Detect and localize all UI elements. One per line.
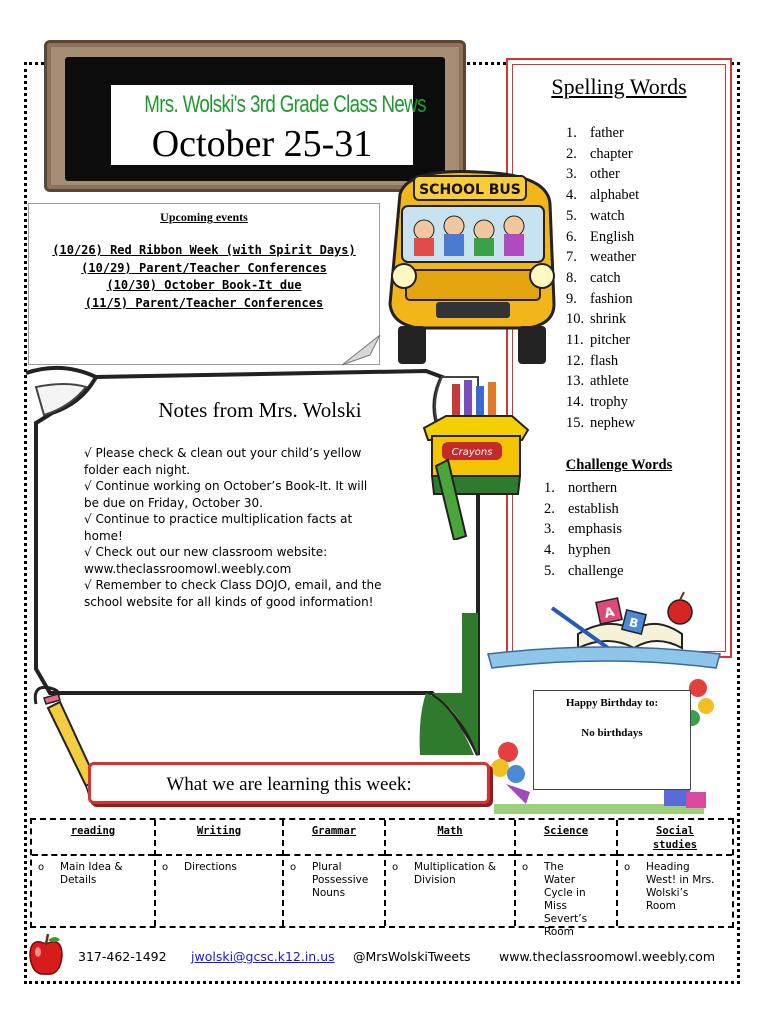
spelling-text: catch (590, 269, 621, 286)
bullet: o (392, 862, 399, 873)
challenge-text: emphasis (568, 521, 622, 538)
spelling-word (566, 351, 639, 372)
upcoming-events-box (28, 203, 380, 365)
subjects-table (30, 818, 734, 938)
challenge-number: 1. (544, 480, 555, 496)
spelling-number: 7. (566, 249, 577, 266)
spelling-word (566, 413, 639, 434)
chalkboard-surface (65, 57, 445, 181)
subject-heading: Writing (156, 820, 282, 856)
bullet: o (624, 862, 631, 873)
spelling-text: weather (590, 249, 636, 266)
notes-line: home! (84, 528, 123, 543)
spelling-number: 4. (566, 187, 577, 204)
spelling-text: English (590, 228, 635, 245)
spelling-number: 6. (566, 228, 577, 245)
subject-column-reading (32, 820, 156, 926)
newsletter-date: October 25-31 (151, 123, 373, 165)
challenge-word (544, 499, 624, 520)
notes-title: Notes from Mrs. Wolski (158, 398, 362, 422)
spelling-text: father (590, 125, 624, 141)
bullet: o (290, 862, 297, 873)
spelling-word (566, 289, 639, 310)
challenge-word (544, 540, 624, 561)
upcoming-events-heading: Upcoming events (160, 210, 248, 224)
subject-heading: Social studies (618, 820, 732, 856)
school-bus-icon (378, 164, 564, 370)
bullet: o (38, 862, 45, 873)
notes-line: √ Continue to practice multiplication facts at (84, 512, 353, 526)
subject-item (32, 856, 154, 887)
spelling-list (566, 123, 639, 434)
subject-column-science (516, 820, 618, 938)
challenge-text: challenge (568, 562, 624, 579)
event-item: (10/30) October Book-It due (106, 278, 302, 292)
apple-icon (26, 932, 66, 978)
spelling-number: 10. (566, 311, 585, 328)
spelling-text: flash (590, 352, 619, 369)
challenge-list (544, 478, 624, 582)
spelling-word (566, 206, 639, 227)
subject-item (618, 856, 732, 913)
notes-line: folder each night. (84, 462, 191, 477)
spelling-text: other (590, 166, 620, 183)
challenge-text: hyphen (568, 542, 611, 559)
challenge-text: establish (568, 500, 619, 517)
subject-heading: reading (32, 820, 154, 856)
subject-item-text: The Water Cycle in Miss Severt’s Room (544, 861, 588, 938)
subject-item-text: Main Idea & Details (60, 861, 123, 886)
bullet: o (522, 862, 529, 873)
book-letter: B (627, 615, 640, 631)
subject-column-grammar (284, 820, 386, 926)
crayons-box-icon (422, 370, 530, 540)
spelling-number: 15. (566, 414, 585, 431)
footer-website: www.theclassroomowl.weebly.com (499, 949, 715, 964)
footer-phone: 317-462-1492 (78, 949, 167, 964)
footer (78, 947, 728, 969)
subject-heading: Grammar (284, 820, 384, 856)
challenge-text: northern (568, 480, 618, 496)
notes-line: √ Please check & clean out your child’s yellow (84, 446, 362, 460)
spelling-text: nephew (590, 414, 636, 431)
spelling-text: watch (590, 207, 625, 224)
spelling-word (566, 123, 639, 144)
spelling-number: 8. (566, 269, 577, 286)
spelling-title: Spelling Words (551, 74, 687, 99)
subject-item (386, 856, 514, 887)
subject-column-writing (156, 820, 284, 926)
spelling-word (566, 330, 639, 351)
crayons-label: Crayons (451, 447, 493, 458)
subject-column-math (386, 820, 516, 926)
challenge-number: 3. (544, 521, 555, 538)
upcoming-events-list (29, 242, 379, 312)
subject-item (516, 856, 616, 939)
event-item: (11/5) Parent/Teacher Conferences (84, 295, 324, 310)
subject-item (156, 856, 282, 874)
spelling-word (566, 164, 639, 185)
subject-item-text: Heading West! in Mrs. Wolski’s Room (646, 861, 715, 912)
newsletter-title: Mrs. Wolski's 3rd Grade Class News (144, 91, 426, 118)
notes-line: be due on Friday, October 30. (84, 495, 263, 510)
subject-column-social-studies (618, 820, 732, 926)
spelling-word (566, 144, 639, 165)
spelling-number: 5. (566, 207, 577, 224)
spelling-word (566, 392, 639, 413)
spelling-number: 13. (566, 373, 585, 390)
header-paper (111, 85, 426, 165)
birthday-text: No birthdays (581, 727, 643, 739)
challenge-number: 5. (544, 562, 555, 579)
spelling-number: 11. (566, 332, 584, 349)
spelling-word (566, 227, 639, 248)
spelling-number: 1. (566, 125, 577, 141)
spelling-text: fashion (590, 290, 633, 307)
spelling-number: 3. (566, 166, 577, 183)
spelling-word (566, 309, 639, 330)
challenge-word (544, 561, 624, 582)
spelling-word (566, 185, 639, 206)
footer-email-link[interactable]: jwolski@gcsc.k12.in.us (191, 949, 335, 964)
subject-heading: Math (386, 820, 514, 856)
spelling-word (566, 247, 639, 268)
page-curl-icon (340, 333, 382, 367)
spelling-text: pitcher (590, 332, 631, 349)
event-item: (10/29) Parent/Teacher Conferences (81, 260, 327, 275)
subject-item (284, 856, 384, 900)
spelling-number: 14. (566, 394, 585, 411)
event-item: (10/26) Red Ribbon Week (with Spirit Days) (52, 243, 356, 257)
challenge-word (544, 478, 624, 499)
birthday-box (533, 690, 691, 790)
challenge-number: 2. (544, 500, 555, 517)
spelling-text: trophy (590, 394, 628, 411)
learning-banner (88, 762, 490, 804)
spelling-number: 9. (566, 290, 577, 307)
challenge-title: Challenge Words (565, 457, 673, 473)
spelling-text: shrink (590, 311, 627, 328)
notes-line: √ Check out our new classroom website: (84, 545, 328, 559)
spelling-word (566, 371, 639, 392)
subject-heading: Science (516, 820, 616, 856)
spelling-word (566, 268, 639, 289)
notes-line: √ Continue working on October’s Book-It. It will (84, 479, 368, 493)
learning-banner-text: What we are learning this week: (166, 774, 412, 795)
notes-line: school website for all kinds of good information! (84, 594, 374, 609)
notes-line: www.theclassroomowl.weebly.com (84, 561, 292, 576)
book-letter: A (603, 605, 617, 622)
footer-twitter: @MrsWolskiTweets (353, 949, 471, 964)
birthday-title: Happy Birthday to: (565, 697, 659, 709)
spelling-text: alphabet (590, 187, 640, 204)
notes-list (84, 445, 420, 610)
notes-line: √ Remember to check Class DOJO, email, and the (84, 578, 382, 592)
subject-item-text: Multiplication & Division (414, 861, 497, 886)
bus-label: SCHOOL BUS (419, 182, 521, 198)
spelling-text: chapter (590, 145, 633, 162)
subject-item-text: Plural Possessive Nouns (312, 861, 369, 899)
spelling-text: athlete (590, 373, 629, 390)
spelling-number: 12. (566, 352, 585, 369)
spelling-number: 2. (566, 145, 577, 162)
challenge-word (544, 519, 624, 540)
subject-item-text: Directions (184, 861, 237, 873)
challenge-number: 4. (544, 542, 555, 559)
bullet: o (162, 862, 169, 873)
